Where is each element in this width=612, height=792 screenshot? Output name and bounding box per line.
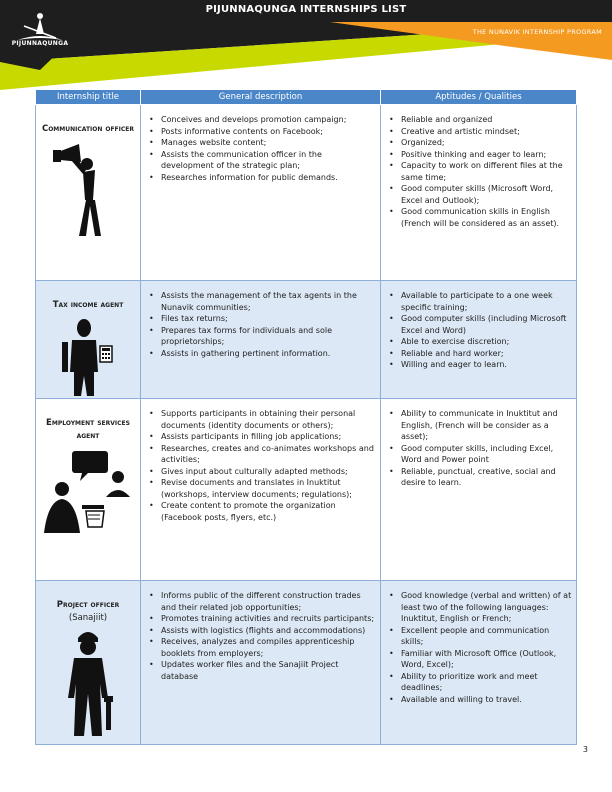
aptitudes-cell	[381, 281, 577, 399]
internship-title: Project officer	[56, 600, 120, 610]
list-item: • Willing and eager to learn.	[401, 359, 572, 371]
list-item: • Updates worker files and the Sanajiit Project database	[161, 659, 376, 682]
table-row	[36, 281, 577, 399]
internship-title-cell	[36, 105, 141, 281]
person-calculator-icon	[58, 316, 118, 398]
list-item: • Files tax returns;	[161, 313, 376, 325]
column-header-description: General description	[141, 90, 381, 105]
list-item: • Available to participate to a one week specific training;	[401, 290, 572, 313]
list-item: • Familiar with Microsoft Office (Outlook, Word, Excel);	[401, 648, 572, 671]
program-name: THE NUNAVIK INTERNSHIP PROGRAM	[472, 28, 602, 36]
list-item: • Researches information for public demands.	[161, 172, 376, 184]
page-title: PIJUNNAQUNGA INTERNSHIPS LIST	[205, 4, 407, 15]
list-item: • Assists with logistics (flights and accommodations)	[161, 625, 376, 637]
list-item: • Revise documents and translates in Inuktitut (workshops, interview documents; regulations);	[161, 477, 376, 500]
list-item: • Capacity to work on different files at the same time;	[401, 160, 572, 183]
table-header-row	[36, 90, 577, 105]
list-item: • Available and willing to travel.	[401, 694, 572, 706]
aptitudes-list	[381, 581, 576, 705]
aptitudes-cell	[381, 581, 577, 745]
aptitudes-cell	[381, 399, 577, 581]
description-cell	[141, 399, 381, 581]
logo-text: PIJUNNAQUNGA	[11, 40, 69, 47]
interview-icon	[42, 447, 134, 533]
description-cell	[141, 581, 381, 745]
list-item: • Assists in gathering pertinent information.	[161, 348, 376, 360]
list-item: • Prepares tax forms for individuals and sole proprietorships;	[161, 325, 376, 348]
description-cell	[141, 105, 381, 281]
description-list	[141, 399, 380, 523]
aptitudes-cell	[381, 105, 577, 281]
list-item: • Posts informative contents on Facebook;	[161, 126, 376, 138]
internship-title: Communication officer	[41, 124, 135, 134]
description-list	[141, 581, 380, 682]
list-item: • Ability to communicate in Inuktitut and English, (French will be consider as a asset);	[401, 408, 572, 443]
internship-title-cell	[36, 399, 141, 581]
list-item: • Creative and artistic mindset;	[401, 126, 572, 138]
list-item: • Assists the communication officer in the development of the strategic plan;	[161, 149, 376, 172]
internship-title: Tax income agent	[52, 300, 124, 310]
aptitudes-list	[381, 105, 576, 229]
list-item: • Good communication skills in English (French will be considered as an asset).	[401, 206, 572, 229]
page-number: 3	[582, 745, 588, 754]
list-item: • Positive thinking and eager to learn;	[401, 149, 572, 161]
aptitudes-list	[381, 399, 576, 489]
list-item: • Organized;	[401, 137, 572, 149]
list-item: • Assists the management of the tax agents in the Nunavik communities;	[161, 290, 376, 313]
description-list	[141, 281, 380, 359]
list-item: • Good computer skills, including Excel, Word and Power point	[401, 443, 572, 466]
list-item: • Researches, creates and co-animates workshops and activities;	[161, 443, 376, 466]
table-row	[36, 581, 577, 745]
list-item: • Reliable, punctual, creative, social and desire to learn.	[401, 466, 572, 489]
list-item: • Conceives and develops promotion campaign;	[161, 114, 376, 126]
list-item: • Assists participants in filling job applications;	[161, 431, 376, 443]
internship-subtitle: (Sanajiit)	[68, 613, 108, 623]
list-item: • Supports participants in obtaining their personal documents (identity documents or others);	[161, 408, 376, 431]
description-cell	[141, 281, 381, 399]
list-item: • Reliable and organized	[401, 114, 572, 126]
list-item: • Able to exercise discretion;	[401, 336, 572, 348]
internship-title-cell	[36, 581, 141, 745]
list-item: • Manages website content;	[161, 137, 376, 149]
list-item: • Reliable and hard worker;	[401, 348, 572, 360]
list-item: • Informs public of the different construction trades and their related job opportunities;	[161, 590, 376, 613]
list-item: • Good computer skills (Microsoft Word, Excel and Outlook);	[401, 183, 572, 206]
internships-table	[35, 89, 577, 745]
list-item: • Good knowledge (verbal and written) of at least two of the following languages: Inuktitut, English or French;	[401, 590, 572, 625]
logo-icon	[10, 10, 70, 54]
list-item: • Gives input about culturally adapted methods;	[161, 466, 376, 478]
table-row	[36, 105, 577, 281]
description-list	[141, 105, 380, 183]
column-header-aptitudes: Aptitudes / Qualities	[381, 90, 577, 105]
megaphone-person-icon	[53, 140, 123, 240]
internship-title: Employment services agent	[46, 418, 130, 441]
list-item: • Receives, analyzes and compiles apprenticeship booklets from employers;	[161, 636, 376, 659]
worker-icon	[56, 628, 120, 738]
aptitudes-list	[381, 281, 576, 371]
table-row	[36, 399, 577, 581]
list-item: • Excellent people and communication skills;	[401, 625, 572, 648]
list-item: • Good computer skills (including Microsoft Excel and Word)	[401, 313, 572, 336]
list-item: • Create content to promote the organization (Facebook posts, flyers, etc.)	[161, 500, 376, 523]
list-item: • Promotes training activities and recruits participants;	[161, 613, 376, 625]
internship-title-cell	[36, 281, 141, 399]
column-header-title: Internship title	[36, 90, 141, 105]
list-item: • Ability to prioritize work and meet deadlines;	[401, 671, 572, 694]
